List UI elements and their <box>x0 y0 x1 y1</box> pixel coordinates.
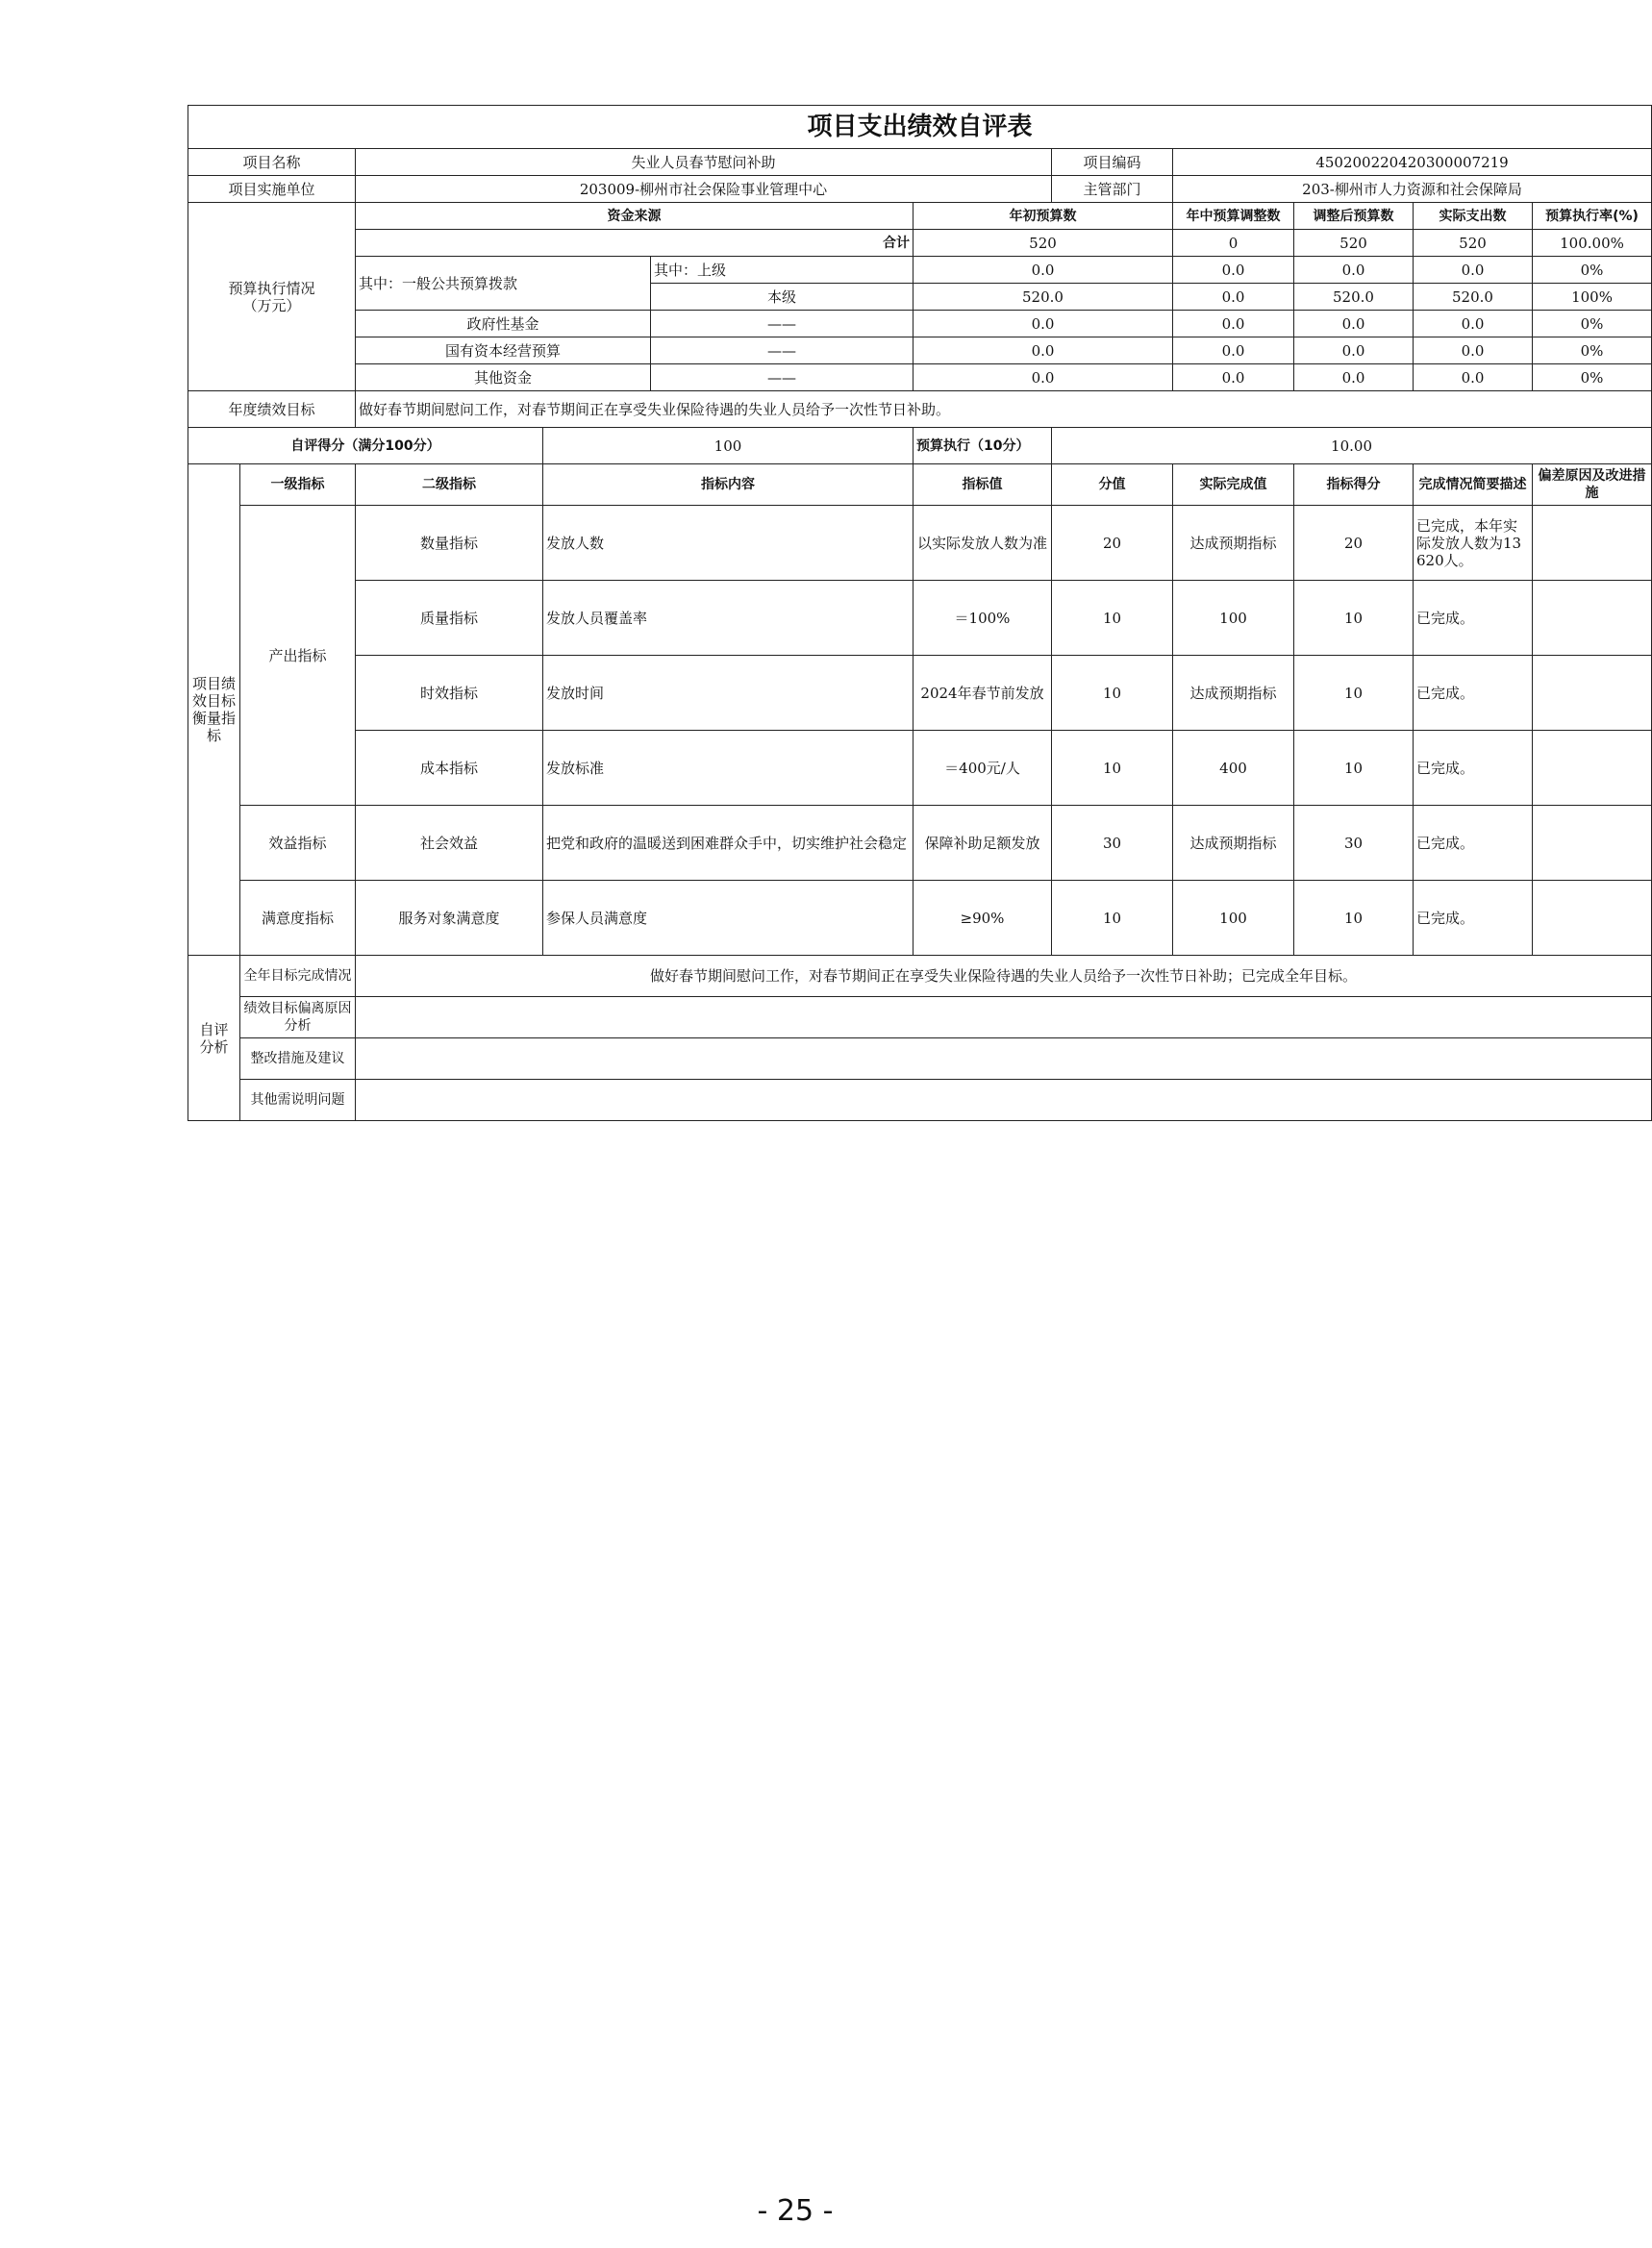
budget-govfund-adjusted: 0.0 <box>1294 311 1414 337</box>
analysis-label: 全年目标完成情况 <box>240 956 356 997</box>
ind-header-desc: 完成情况简要描述 <box>1414 464 1533 506</box>
budget-local-label: 本级 <box>651 284 914 311</box>
budget-upper-initial: 0.0 <box>914 257 1173 284</box>
ind-desc: 已完成。 <box>1414 806 1533 881</box>
analysis-text: 做好春节期间慰问工作，对春节期间正在享受失业保险待遇的失业人员给予一次性节日补助；已完成全年目标。 <box>356 956 1652 997</box>
ind-content: 发放标准 <box>543 731 914 806</box>
form-title: 项目支出绩效自评表 <box>188 106 1652 149</box>
ind-l1-output: 产出指标 <box>240 506 356 806</box>
analysis-label: 绩效目标偏离原因分析 <box>240 997 356 1038</box>
budget-other-dash: —— <box>651 364 914 391</box>
ind-desc: 已完成，本年实际发放人数为13620人。 <box>1414 506 1533 581</box>
budget-total-adjusted: 520 <box>1294 230 1414 257</box>
ind-target: 2024年春节前发放 <box>914 656 1052 731</box>
ind-actual: 达成预期指标 <box>1173 656 1294 731</box>
ind-content: 发放人数 <box>543 506 914 581</box>
ind-actual: 达成预期指标 <box>1173 806 1294 881</box>
project-name-label: 项目名称 <box>188 149 356 176</box>
budget-other-initial: 0.0 <box>914 364 1173 391</box>
budget-total-actual: 520 <box>1414 230 1533 257</box>
budget-general-label: 其中：一般公共预算拨款 <box>356 257 651 311</box>
ind-points: 30 <box>1052 806 1173 881</box>
project-code-label: 项目编码 <box>1052 149 1173 176</box>
ind-l2: 时效指标 <box>356 656 543 731</box>
ind-content: 发放人员覆盖率 <box>543 581 914 656</box>
table-row <box>188 656 1652 731</box>
ind-reason <box>1533 581 1652 656</box>
table-row <box>188 731 1652 806</box>
ind-l2: 成本指标 <box>356 731 543 806</box>
ind-header-target: 指标值 <box>914 464 1052 506</box>
unit-label: 项目实施单位 <box>188 176 356 203</box>
ind-actual: 达成预期指标 <box>1173 506 1294 581</box>
budget-total-adjust: 0 <box>1173 230 1294 257</box>
budget-header-source: 资金来源 <box>356 203 914 230</box>
ind-desc: 已完成。 <box>1414 881 1533 956</box>
annual-goal-label: 年度绩效目标 <box>188 391 356 428</box>
budget-exec-value: 10.00 <box>1052 428 1652 464</box>
ind-points: 10 <box>1052 581 1173 656</box>
budget-local-adjusted: 520.0 <box>1294 284 1414 311</box>
budget-other-rate: 0% <box>1533 364 1652 391</box>
ind-points: 20 <box>1052 506 1173 581</box>
analysis-label: 整改措施及建议 <box>240 1038 356 1080</box>
ind-points: 10 <box>1052 731 1173 806</box>
budget-local-adjust: 0.0 <box>1173 284 1294 311</box>
budget-statecap-adjust: 0.0 <box>1173 337 1294 364</box>
budget-upper-label: 其中：上级 <box>651 257 914 284</box>
budget-header-rate: 预算执行率(%) <box>1533 203 1652 230</box>
ind-target: ≥90% <box>914 881 1052 956</box>
budget-govfund-rate: 0% <box>1533 311 1652 337</box>
ind-score: 10 <box>1294 581 1414 656</box>
budget-local-initial: 520.0 <box>914 284 1173 311</box>
ind-header-l1: 一级指标 <box>240 464 356 506</box>
ind-reason <box>1533 731 1652 806</box>
ind-header-content: 指标内容 <box>543 464 914 506</box>
ind-reason <box>1533 806 1652 881</box>
ind-actual: 400 <box>1173 731 1294 806</box>
ind-l1-satisfaction: 满意度指标 <box>240 881 356 956</box>
dept-label: 主管部门 <box>1052 176 1173 203</box>
budget-local-actual: 520.0 <box>1414 284 1533 311</box>
budget-govfund-initial: 0.0 <box>914 311 1173 337</box>
dept-value: 203-柳州市人力资源和社会保障局 <box>1173 176 1652 203</box>
budget-upper-adjusted: 0.0 <box>1294 257 1414 284</box>
table-row <box>188 881 1652 956</box>
performance-table <box>188 105 1652 1121</box>
annual-goal-text: 做好春节期间慰问工作，对春节期间正在享受失业保险待遇的失业人员给予一次性节日补助。 <box>356 391 1652 428</box>
budget-upper-actual: 0.0 <box>1414 257 1533 284</box>
ind-header-l2: 二级指标 <box>356 464 543 506</box>
budget-govfund-adjust: 0.0 <box>1173 311 1294 337</box>
unit-value: 203009-柳州市社会保险事业管理中心 <box>356 176 1052 203</box>
budget-other-adjusted: 0.0 <box>1294 364 1414 391</box>
budget-govfund-actual: 0.0 <box>1414 311 1533 337</box>
ind-score: 20 <box>1294 506 1414 581</box>
budget-statecap-initial: 0.0 <box>914 337 1173 364</box>
indicator-section-label: 项目绩效目标衡量指标 <box>188 464 240 956</box>
ind-l2: 社会效益 <box>356 806 543 881</box>
analysis-text <box>356 997 1652 1038</box>
ind-header-reason: 偏差原因及改进措施 <box>1533 464 1652 506</box>
ind-desc: 已完成。 <box>1414 731 1533 806</box>
ind-points: 10 <box>1052 881 1173 956</box>
analysis-text <box>356 1080 1652 1121</box>
ind-header-actual: 实际完成值 <box>1173 464 1294 506</box>
self-score-value: 100 <box>543 428 914 464</box>
budget-statecap-rate: 0% <box>1533 337 1652 364</box>
ind-reason <box>1533 506 1652 581</box>
analysis-text <box>356 1038 1652 1080</box>
ind-target: 以实际发放人数为准 <box>914 506 1052 581</box>
budget-total-rate: 100.00% <box>1533 230 1652 257</box>
budget-other-actual: 0.0 <box>1414 364 1533 391</box>
budget-header-adjusted: 调整后预算数 <box>1294 203 1414 230</box>
budget-upper-adjust: 0.0 <box>1173 257 1294 284</box>
budget-statecap-dash: —— <box>651 337 914 364</box>
budget-local-rate: 100% <box>1533 284 1652 311</box>
ind-score: 10 <box>1294 731 1414 806</box>
ind-actual: 100 <box>1173 581 1294 656</box>
budget-statecap-actual: 0.0 <box>1414 337 1533 364</box>
ind-l2: 质量指标 <box>356 581 543 656</box>
project-code-value: 450200220420300007219 <box>1173 149 1652 176</box>
budget-header-initial: 年初预算数 <box>914 203 1173 230</box>
ind-content: 参保人员满意度 <box>543 881 914 956</box>
ind-content: 把党和政府的温暖送到困难群众手中，切实维护社会稳定 <box>543 806 914 881</box>
budget-statecap-adjusted: 0.0 <box>1294 337 1414 364</box>
ind-score: 10 <box>1294 881 1414 956</box>
ind-header-score: 指标得分 <box>1294 464 1414 506</box>
ind-target: 保障补助足额发放 <box>914 806 1052 881</box>
ind-l2: 服务对象满意度 <box>356 881 543 956</box>
self-score-label: 自评得分（满分100分） <box>188 428 543 464</box>
ind-header-points: 分值 <box>1052 464 1173 506</box>
ind-l2: 数量指标 <box>356 506 543 581</box>
budget-total-initial: 520 <box>914 230 1173 257</box>
analysis-section-label: 自评 分析 <box>188 956 240 1121</box>
budget-section-label: 预算执行情况 （万元） <box>188 203 356 391</box>
table-row <box>188 581 1652 656</box>
page-number: - 25 - <box>757 2194 834 2228</box>
ind-desc: 已完成。 <box>1414 581 1533 656</box>
ind-l1-benefit: 效益指标 <box>240 806 356 881</box>
ind-reason <box>1533 881 1652 956</box>
budget-govfund-dash: —— <box>651 311 914 337</box>
ind-target: ＝400元/人 <box>914 731 1052 806</box>
budget-statecap-label: 国有资本经营预算 <box>356 337 651 364</box>
table-row <box>188 806 1652 881</box>
ind-target: ＝100% <box>914 581 1052 656</box>
ind-actual: 100 <box>1173 881 1294 956</box>
budget-upper-rate: 0% <box>1533 257 1652 284</box>
ind-reason <box>1533 656 1652 731</box>
budget-exec-label: 预算执行（10分） <box>914 428 1052 464</box>
budget-header-actual: 实际支出数 <box>1414 203 1533 230</box>
budget-total-label: 合计 <box>356 230 914 257</box>
analysis-label: 其他需说明问题 <box>240 1080 356 1121</box>
budget-header-adjust: 年中预算调整数 <box>1173 203 1294 230</box>
budget-other-label: 其他资金 <box>356 364 651 391</box>
project-name-value: 失业人员春节慰问补助 <box>356 149 1052 176</box>
budget-govfund-label: 政府性基金 <box>356 311 651 337</box>
ind-score: 10 <box>1294 656 1414 731</box>
ind-content: 发放时间 <box>543 656 914 731</box>
budget-other-adjust: 0.0 <box>1173 364 1294 391</box>
ind-points: 10 <box>1052 656 1173 731</box>
ind-score: 30 <box>1294 806 1414 881</box>
table-row <box>188 506 1652 581</box>
ind-desc: 已完成。 <box>1414 656 1533 731</box>
